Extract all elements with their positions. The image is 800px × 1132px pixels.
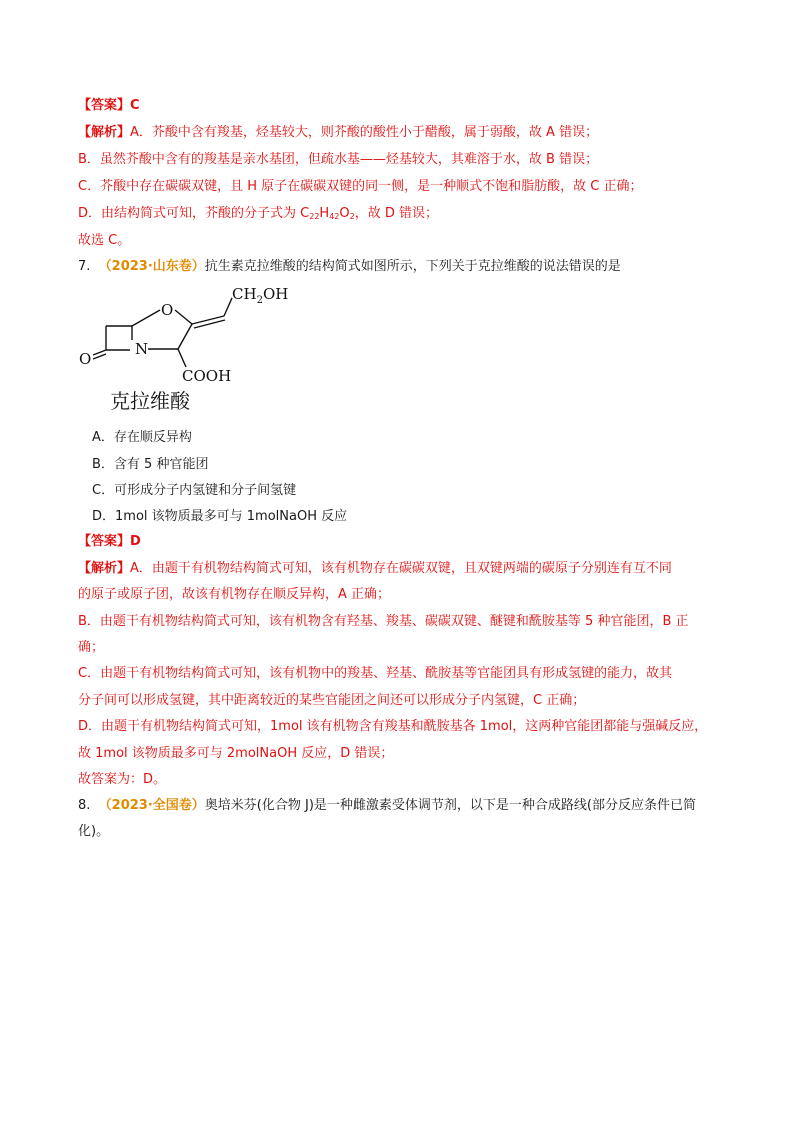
q6-answer <box>78 97 140 115</box>
question-text: 抗生素克拉维酸的结构简式如图所示，下列关于克拉维酸的说法错误的是 <box>204 259 621 274</box>
formula-element: O <box>339 206 350 221</box>
option-d: D．1mol 该物质最多可与 1molNaOH 反应 <box>92 509 348 524</box>
ring-oxygen-label: O <box>161 301 174 319</box>
q7-analysis-line: D．由题干有机物结构简式可知，1mol 该有机物含有羧基和酰胺基各 1mol，这两种官能团都能与强碱反应， <box>78 719 708 734</box>
q7-analysis-line: 故 1mol 该物质最多可与 2molNaOH 反应，D 错误； <box>78 746 394 761</box>
ch2oh-label: $CH_2OH$ <box>232 285 289 306</box>
carbonyl-oxygen-label: O <box>79 350 92 368</box>
option-a: A．存在顺反异构 <box>92 430 192 445</box>
option-b: B．含有 5 种官能团 <box>92 457 209 472</box>
q7-analysis-line: 的原子或原子团，故该有机物存在顺反异构，A 正确； <box>78 587 391 602</box>
q8-stem <box>78 797 696 815</box>
q7-answer <box>78 533 141 551</box>
q7-analysis-line: B．由题干有机物结构简式可知，该有机物含有羟基、羧基、碳碳双键、醚键和酰胺基等 5 种官能团，B 正 <box>78 614 689 629</box>
structure-caption: 克拉维酸 <box>110 389 190 413</box>
formula-sub: 2 <box>349 212 355 221</box>
q6-analysis-c: C．芥酸中存在碳碳双键，且 H 原子在碳碳双键的同一侧，是一种顺式不饱和脂肪酸，故 C 正确； <box>78 179 643 194</box>
analysis-label: 【解析】 <box>78 561 131 576</box>
analysis-label: 【解析】 <box>78 125 131 140</box>
q7-conclusion: 故答案为：D。 <box>78 772 167 787</box>
question-number: 7. <box>78 259 91 274</box>
answer-label: 【答案】 <box>78 98 131 113</box>
formula-sub: 22 <box>309 212 320 221</box>
q7-analysis-line: 确； <box>78 640 105 655</box>
q7-stem <box>78 258 621 276</box>
question-source: （2023·山东卷） <box>98 259 205 274</box>
question-number: 8. <box>78 798 91 813</box>
cooh-label: COOH <box>182 367 232 385</box>
formula-element: H <box>319 206 330 221</box>
q7-analysis-line: C．由题干有机物结构简式可知，该有机物中的羧基、羟基、酰胺基等官能团具有形成氢键的能力，故其 <box>78 666 673 681</box>
answer-value: D <box>130 534 141 549</box>
q7-analysis-line: 分子间可以形成氢键，其中距离较近的某些官能团之间还可以形成分子内氢键，C 正确； <box>78 693 586 708</box>
question-source: （2023·全国卷） <box>98 798 205 813</box>
analysis-text: A．芥酸中含有羧基，烃基较大，则芥酸的酸性小于醋酸，属于弱酸，故 A 错误； <box>130 125 599 140</box>
structure-diagram <box>74 282 304 418</box>
answer-value: C <box>130 98 140 113</box>
q7-analysis-line <box>78 560 672 578</box>
nitrogen-label: N <box>135 340 149 358</box>
q6-conclusion: 故选 C。 <box>78 233 131 248</box>
clavulanic-acid-structure <box>74 282 304 418</box>
analysis-text: A．由题干有机物结构简式可知，该有机物存在碳碳双键，且双键两端的碳原子分别连有互不同 <box>130 561 672 576</box>
option-c: C．可形成分子内氢键和分子间氢键 <box>92 483 297 498</box>
answer-label: 【答案】 <box>78 534 131 549</box>
formula-prefix: D．由结构简式可知，芥酸的分子式为 C <box>78 206 310 221</box>
q6-analysis-b: B．虽然芥酸中含有的羧基是亲水基团，但疏水基——烃基较大，其难溶于水，故 B 错误； <box>78 152 599 167</box>
formula-suffix: ，故 D 错误； <box>354 206 438 221</box>
q6-analysis-a <box>78 124 598 142</box>
q8-stem-continued: 化)。 <box>78 824 110 839</box>
question-text: 奥培米芬(化合物 J)是一种雌激素受体调节剂，以下是一种合成路线(部分反应条件已简 <box>204 798 696 813</box>
q6-analysis-d <box>78 205 438 223</box>
formula-sub: 42 <box>329 212 340 221</box>
